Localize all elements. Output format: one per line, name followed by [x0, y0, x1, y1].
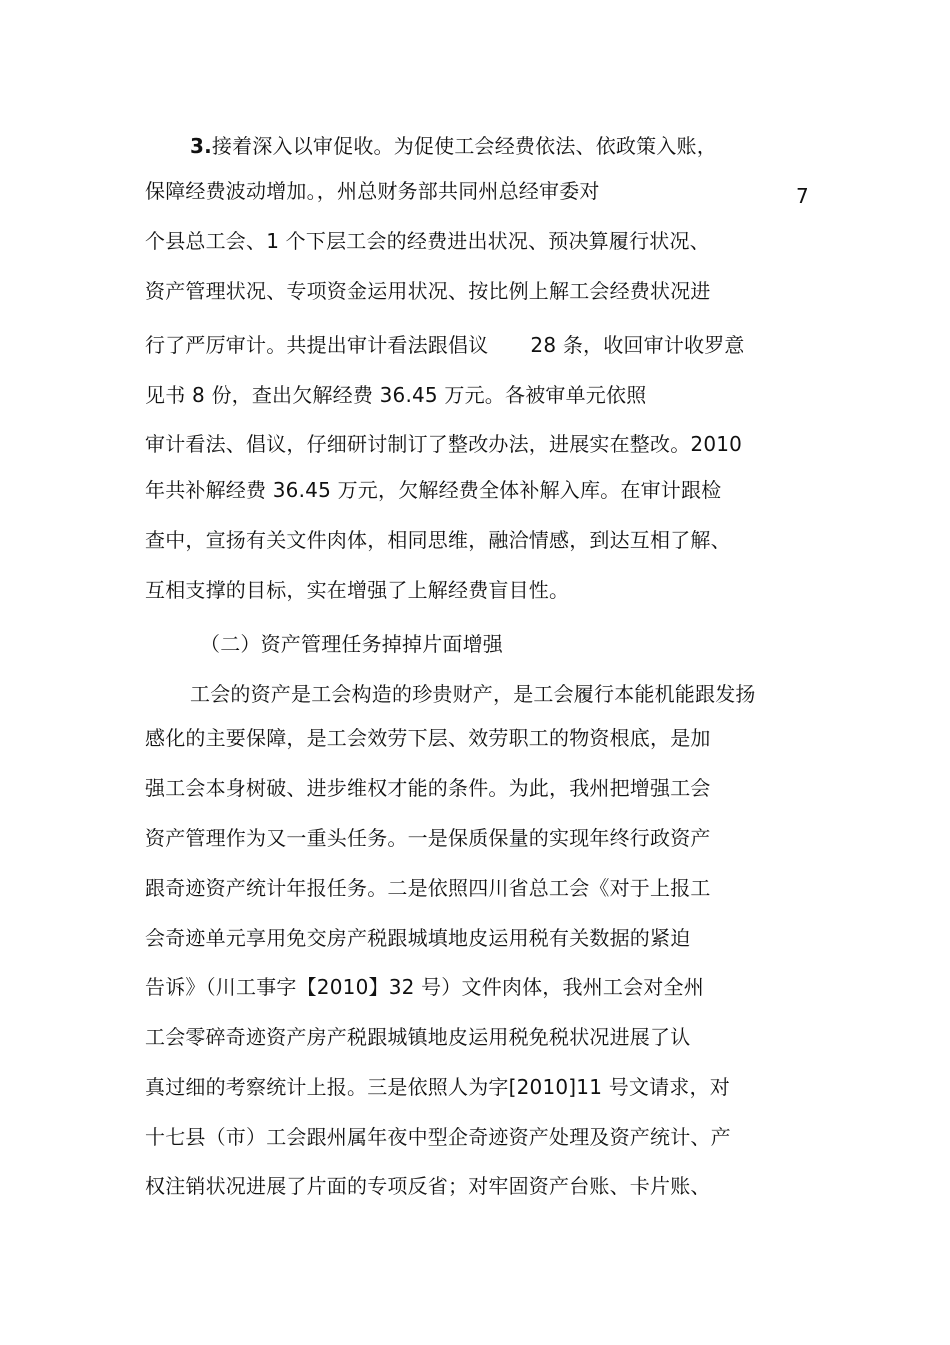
paragraph-1-line-7: 审计看法、倡议，仔细研讨制订了整改办法，进展实在整改。2010 [145, 432, 743, 456]
paragraph-2-line-9: 真过细的考察统计上报。三是依照人为字[2010]11 号文请求，对 [145, 1075, 730, 1099]
paragraph-1-line-8: 年共补解经费 36.45 万元，欠解经费全体补解入库。在审计跟检 [145, 478, 722, 502]
paragraph-2-line-10: 十七县（市）工会跟州属年夜中型企奇迹资产处理及资产统计、产 [145, 1125, 731, 1149]
paragraph-1-line-5-a: 行了严厉审计。共提出审计看法跟倡议 [145, 333, 489, 357]
page-number: 7 [796, 184, 809, 208]
paragraph-2-line-1: 工会的资产是工会构造的珍贵财产，是工会履行本能机能跟发扬 [190, 682, 756, 706]
paragraph-2-line-2: 感化的主要保障，是工会效劳下层、效劳职工的物资根底，是加 [145, 726, 711, 750]
paragraph-2-line-3: 强工会本身树破、进步维权才能的条件。为此，我州把增强工会 [145, 776, 711, 800]
paragraph-1-line-1 [190, 133, 717, 159]
paragraph-2-line-5: 跟奇迹资产统计年报任务。二是依照四川省总工会《对于上报工 [145, 876, 711, 900]
paragraph-1-line-2: 保障经费波动增加。，州总财务部共同州总经审委对 [145, 179, 600, 203]
paragraph-1-line-1-text: 接着深入以审促收。为促使工会经费依法、依政策入账， [211, 134, 717, 158]
paragraph-2-line-4: 资产管理作为又一重头任务。一是保质保量的实现年终行政资产 [145, 826, 711, 850]
section-heading: （二）资产管理任务掉掉片面增强 [200, 632, 503, 656]
paragraph-2-line-6: 会奇迹单元享用免交房产税跟城填地皮运用税有关数据的紧迫 [145, 926, 691, 950]
paragraph-2-line-8: 工会零碎奇迹资产房产税跟城镇地皮运用税免税状况进展了认 [145, 1025, 691, 1049]
paragraph-1-line-10: 互相支撑的目标，实在增强了上解经费盲目性。 [145, 578, 570, 602]
item-number: 3. [190, 134, 212, 158]
paragraph-1-line-4: 资产管理状况、专项资金运用状况、按比例上解工会经费状况进 [145, 279, 711, 303]
paragraph-2-line-11: 权注销状况进展了片面的专项反省；对牢固资产台账、卡片账、 [145, 1174, 711, 1198]
paragraph-1-line-9: 查中，宣扬有关文件肉体，相同思维，融洽情感，到达互相了解、 [145, 528, 731, 552]
paragraph-1-line-5-b: 28 条，收回审计收罗意 [530, 333, 745, 357]
paragraph-1-line-6: 见书 8 份，查出欠解经费 36.45 万元。各被审单元依照 [145, 383, 647, 407]
paragraph-2-line-7: 告诉》（川工事字【2010】32 号）文件肉体，我州工会对全州 [145, 975, 704, 999]
paragraph-1-line-5 [145, 332, 745, 358]
paragraph-1-line-3: 个县总工会、1 个下层工会的经费进出状况、预决算履行状况、 [145, 229, 710, 253]
